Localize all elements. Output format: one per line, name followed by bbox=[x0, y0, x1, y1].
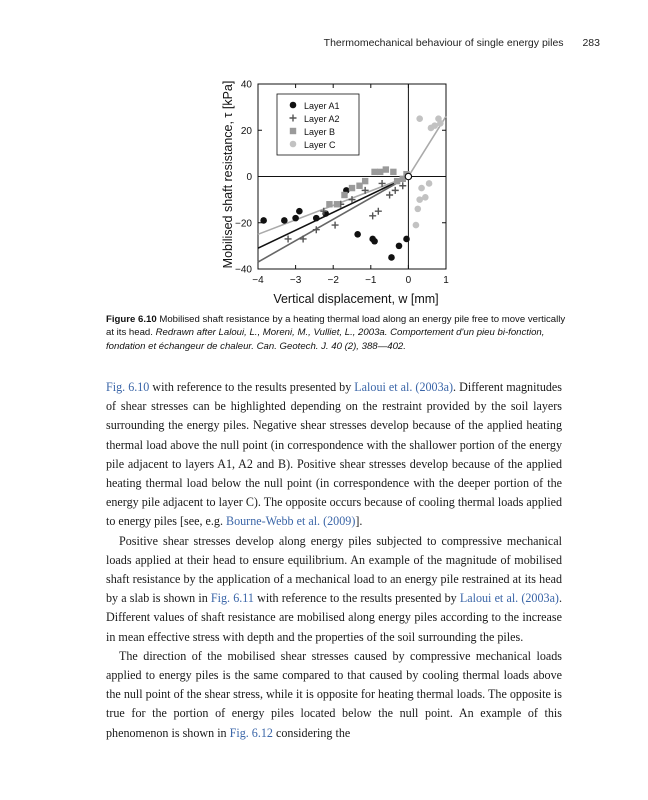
paragraph-1-text-c: ]. bbox=[355, 514, 363, 529]
data-point bbox=[415, 206, 422, 213]
paragraph-3 bbox=[106, 647, 562, 743]
paragraph-3-text-b: considering the bbox=[272, 725, 351, 740]
data-point bbox=[349, 185, 355, 191]
paragraph-2-text-c: . Different values of shaft resistance are mobilised along energy piles according to the increase in mean effective stress with depth and the properties of the soil surrounding the piles. bbox=[106, 591, 562, 644]
y-axis-label: Mobilised shaft resistance, τ [kPa] bbox=[221, 80, 235, 269]
y-tick-label: −40 bbox=[235, 264, 252, 276]
data-point bbox=[371, 169, 377, 175]
data-point bbox=[396, 243, 403, 250]
laloui-2003a-link-2[interactable]: Laloui et al. (2003a) bbox=[459, 591, 559, 606]
legend-label: Layer A1 bbox=[304, 101, 340, 111]
x-tick-label: −3 bbox=[289, 275, 302, 286]
data-point bbox=[285, 235, 292, 242]
legend-label: Layer C bbox=[304, 140, 336, 150]
x-tick-label: −4 bbox=[252, 275, 264, 286]
paragraph-2 bbox=[106, 532, 562, 647]
x-tick-label: 1 bbox=[443, 275, 449, 286]
data-point bbox=[296, 208, 303, 215]
data-point bbox=[392, 187, 399, 194]
fig-6-11-link[interactable]: Fig. 6.11 bbox=[210, 591, 254, 606]
legend-label: Layer B bbox=[304, 127, 336, 137]
data-point bbox=[292, 215, 299, 222]
y-tick-label: 40 bbox=[240, 79, 252, 91]
y-tick-label: 0 bbox=[246, 172, 252, 183]
legend-marker bbox=[290, 141, 297, 148]
data-point bbox=[416, 115, 423, 122]
data-point bbox=[371, 238, 378, 245]
x-tick-label: 0 bbox=[405, 275, 412, 286]
data-point bbox=[403, 236, 410, 243]
data-point bbox=[426, 180, 433, 187]
data-point bbox=[386, 192, 393, 199]
running-title: Thermomechanical behaviour of single energy piles bbox=[323, 37, 564, 49]
legend-label: Layer A2 bbox=[304, 114, 340, 124]
figure-caption-text: Mobilised shaft resistance by a heating thermal load along an energy pile free to move vertically at its head. bbox=[106, 314, 566, 339]
data-point bbox=[281, 217, 288, 224]
null-point-marker bbox=[405, 173, 411, 179]
body-text bbox=[106, 378, 562, 743]
data-point bbox=[390, 169, 396, 175]
data-point bbox=[332, 222, 339, 229]
bourne-webb-2009-link[interactable]: Bourne-Webb et al. (2009) bbox=[226, 514, 356, 529]
legend-marker bbox=[290, 102, 297, 109]
x-tick-label: −2 bbox=[327, 275, 339, 286]
data-point bbox=[354, 231, 361, 238]
plot-layer bbox=[221, 80, 449, 307]
data-point bbox=[413, 222, 420, 229]
data-point bbox=[341, 192, 347, 198]
paragraph-2-text-b: with reference to the results presented by bbox=[253, 591, 460, 606]
paragraph-1-text-b: . Different magnitudes of shear stresses can be highlighted depending on the restraint provided by the soil layers surrounding the energy piles. Negative shear stresses develop because of the applied heating thermal load above the null point (in correspondence with the shallower portion of the energy pile adjacent to layers A1, A2 and B). Positive shear stresses develop because of the applied heating thermal load below the null point (in correspondence with the deeper portion of the energy pile adjacent to layer C). The opposite occurs because of cooling thermal loads applied to energy piles [see, e.g. bbox=[106, 380, 562, 529]
fig-6-12-link[interactable]: Fig. 6.12 bbox=[229, 725, 273, 740]
figure-caption bbox=[106, 313, 571, 353]
paragraph-3-text-a: The direction of the mobilised shear stresses caused by compressive mechanical loads applied to energy piles is the same compared to that caused by cooling thermal loads above the null point of the shear stress, while it is opposite for heating thermal loads. The opposite is true for the portion of energy piles located below the null point. An example of this phenomenon is shown in bbox=[106, 648, 562, 740]
data-point bbox=[418, 185, 425, 192]
data-point bbox=[431, 122, 438, 129]
legend-marker bbox=[290, 128, 296, 134]
x-axis-label: Vertical displacement, w [mm] bbox=[273, 292, 439, 306]
data-point bbox=[260, 217, 267, 224]
data-point bbox=[362, 178, 368, 184]
figure-label: Figure 6.10 bbox=[106, 314, 157, 325]
fit-line bbox=[258, 177, 408, 263]
data-point bbox=[326, 201, 332, 207]
laloui-2003a-link[interactable]: Laloui et al. (2003a) bbox=[354, 380, 454, 394]
paragraph-1 bbox=[106, 378, 562, 532]
data-point bbox=[334, 201, 340, 207]
data-point bbox=[437, 120, 444, 127]
data-point bbox=[416, 196, 423, 203]
paragraph-2-text-a: Positive shear stresses develop along energy piles subjected to compressive mechanical loads applied at their head to ensure equilibrium. An example of the magnitude of mobilised shaft resistance by the application of a mechanical load to an energy pile restrained at its head by a slab is shown in bbox=[106, 533, 562, 606]
y-tick-label: −20 bbox=[235, 218, 252, 230]
data-point bbox=[356, 183, 362, 189]
shaft-resistance-chart bbox=[0, 0, 648, 310]
data-point bbox=[377, 169, 383, 175]
data-point bbox=[383, 166, 389, 172]
fig-6-10-link[interactable]: Fig. 6.10 bbox=[106, 380, 150, 394]
data-point bbox=[313, 215, 320, 222]
paragraph-1-text-a: with reference to the results presented by bbox=[149, 380, 355, 394]
data-point bbox=[369, 212, 376, 219]
data-point bbox=[394, 178, 400, 184]
data-point bbox=[375, 208, 382, 215]
data-point bbox=[422, 194, 429, 201]
page-number: 283 bbox=[582, 37, 600, 49]
x-tick-label: −1 bbox=[365, 275, 377, 286]
fit-line bbox=[258, 177, 408, 249]
figure-source: Redrawn after Laloui, L., Moreni, M., Vulliet, L., 2003a. Comportement d'un pieu bi-fonction, fondation et échangeur de chaleur. Can. Geotech. J. 40 (2), 388—402. bbox=[106, 327, 545, 352]
data-point bbox=[388, 254, 395, 261]
data-point bbox=[300, 235, 307, 242]
y-tick-label: 20 bbox=[240, 125, 252, 137]
